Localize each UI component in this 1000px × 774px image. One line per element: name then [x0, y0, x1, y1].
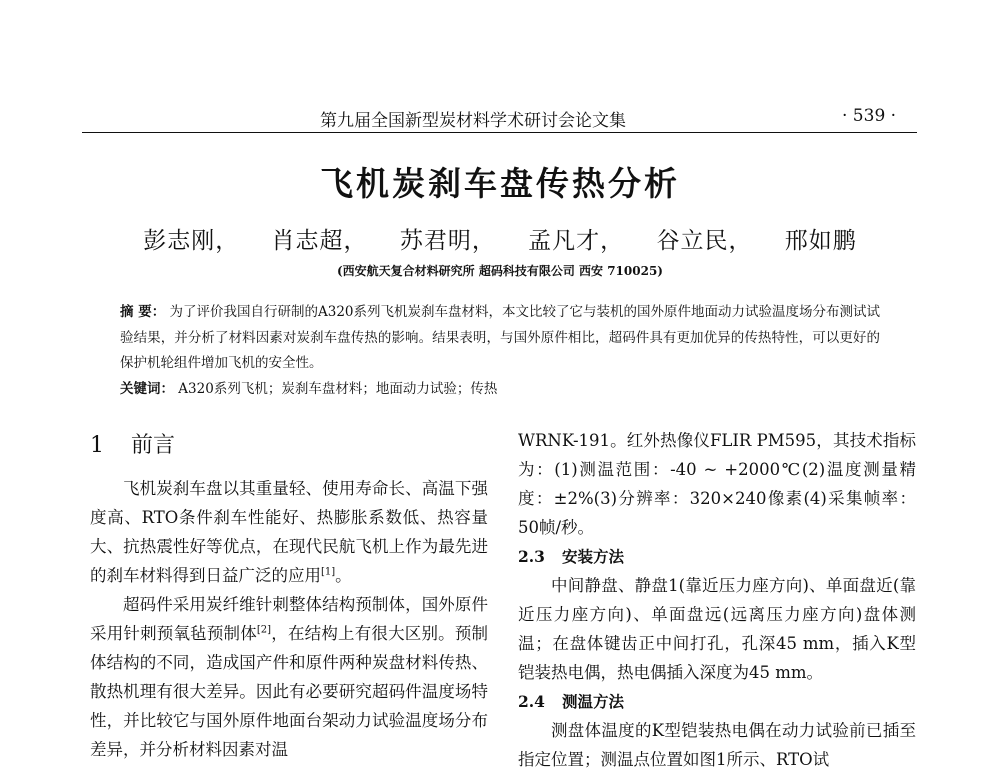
author-list: [0, 222, 1000, 255]
section-title: 前言: [131, 433, 176, 458]
page-number: · 539 ·: [842, 106, 897, 126]
author: 苏君明，: [399, 228, 496, 254]
subsection-heading-2-3: [518, 542, 916, 571]
paragraph-text: 超码件采用炭纤维针刺整体结构预制体，国外原件采用针刺预氧毡预制体: [90, 595, 488, 643]
affiliation: (西安航天复合材料研究所 超码科技有限公司 西安 710025): [337, 264, 663, 278]
abstract-label: 摘 要：: [120, 304, 166, 320]
author: 孟凡才，: [528, 228, 625, 254]
right-column: [518, 426, 916, 774]
citation-ref: [2]: [256, 624, 272, 636]
paragraph-text: ，在结构上有很大区别。预制体结构的不同，造成国产件和原件两种炭盘材料传热、散热机理有很大差异。因此有必要研究超码件温度场特性，并比较它与国外原件地面台架动力试验温度场分布差异，并分析材料因素对温: [90, 624, 489, 759]
installation-paragraph: 中间静盘、静盘1(靠近压力座方向)、单面盘近(靠近压力座方向)、单面盘远(远离压力座方向)盘体测温；在盘体键齿正中间打孔，孔深45 mm，插入K型铠装热电偶，热电偶插入深度为45 mm。: [518, 576, 916, 682]
subsection-number: 2.3: [518, 547, 545, 566]
subsection-title: 测温方法: [562, 692, 625, 711]
subsection-number: 2.4: [518, 692, 545, 711]
keywords: [120, 377, 497, 397]
author: 邢如鹏: [784, 228, 857, 254]
keywords-text: A320系列飞机；炭刹车盘材料；地面动力试验；传热: [178, 381, 498, 397]
abstract: [120, 300, 880, 377]
author: 肖志超，: [271, 228, 368, 254]
citation-ref: [1]: [321, 566, 336, 578]
equipment-paragraph: WRNK-191。红外热像仪FLIR PM595，其技术指标为：(1)测温范围：-40 ~ +2000℃(2)温度测量精度：±2%(3)分辨率：320×240像素(4)采集帧率：50帧/秒。: [518, 431, 916, 537]
author: 彭志刚，: [143, 228, 240, 254]
header-rule: [82, 132, 917, 133]
paragraph-text: 。: [335, 566, 352, 585]
running-header-journal: 第九届全国新型炭材料学术研讨会论文集: [320, 111, 626, 131]
subsection-heading-2-4: [518, 687, 916, 716]
measurement-paragraph: 测盘体温度的K型铠装热电偶在动力试验前已插至指定位置；测温点位置如图1所示、RTO试: [518, 721, 916, 769]
author: 谷立民，: [656, 228, 753, 254]
section-heading-intro: [90, 428, 175, 459]
abstract-text: 为了评价我国自行研制的A320系列飞机炭刹车盘材料，本文比较了它与装机的国外原件地面动力试验温度场分布测试试验结果，并分析了材料因素对炭刹车盘传热的影响。结果表明，与国外原件相比，超码件具有更加优异的传热特性，可以更好的保护机轮组件增加飞机的安全性。: [120, 304, 881, 371]
left-column: [90, 474, 488, 764]
paragraph-text: 飞机炭刹车盘以其重量轻、使用寿命长、高温下强度高、RTO条件刹车性能好、热膨胀系数低、热容量大、抗热震性好等优点，在现代民航飞机上作为最先进的刹车材料得到日益广泛的应用: [90, 479, 488, 585]
intro-paragraph-2: [90, 590, 488, 764]
keywords-label: 关键词：: [120, 381, 174, 397]
intro-paragraph-1: [90, 474, 488, 590]
section-number: 1: [90, 433, 104, 458]
paper-title: 飞机炭刹车盘传热分析: [320, 164, 680, 203]
subsection-title: 安装方法: [562, 547, 625, 566]
